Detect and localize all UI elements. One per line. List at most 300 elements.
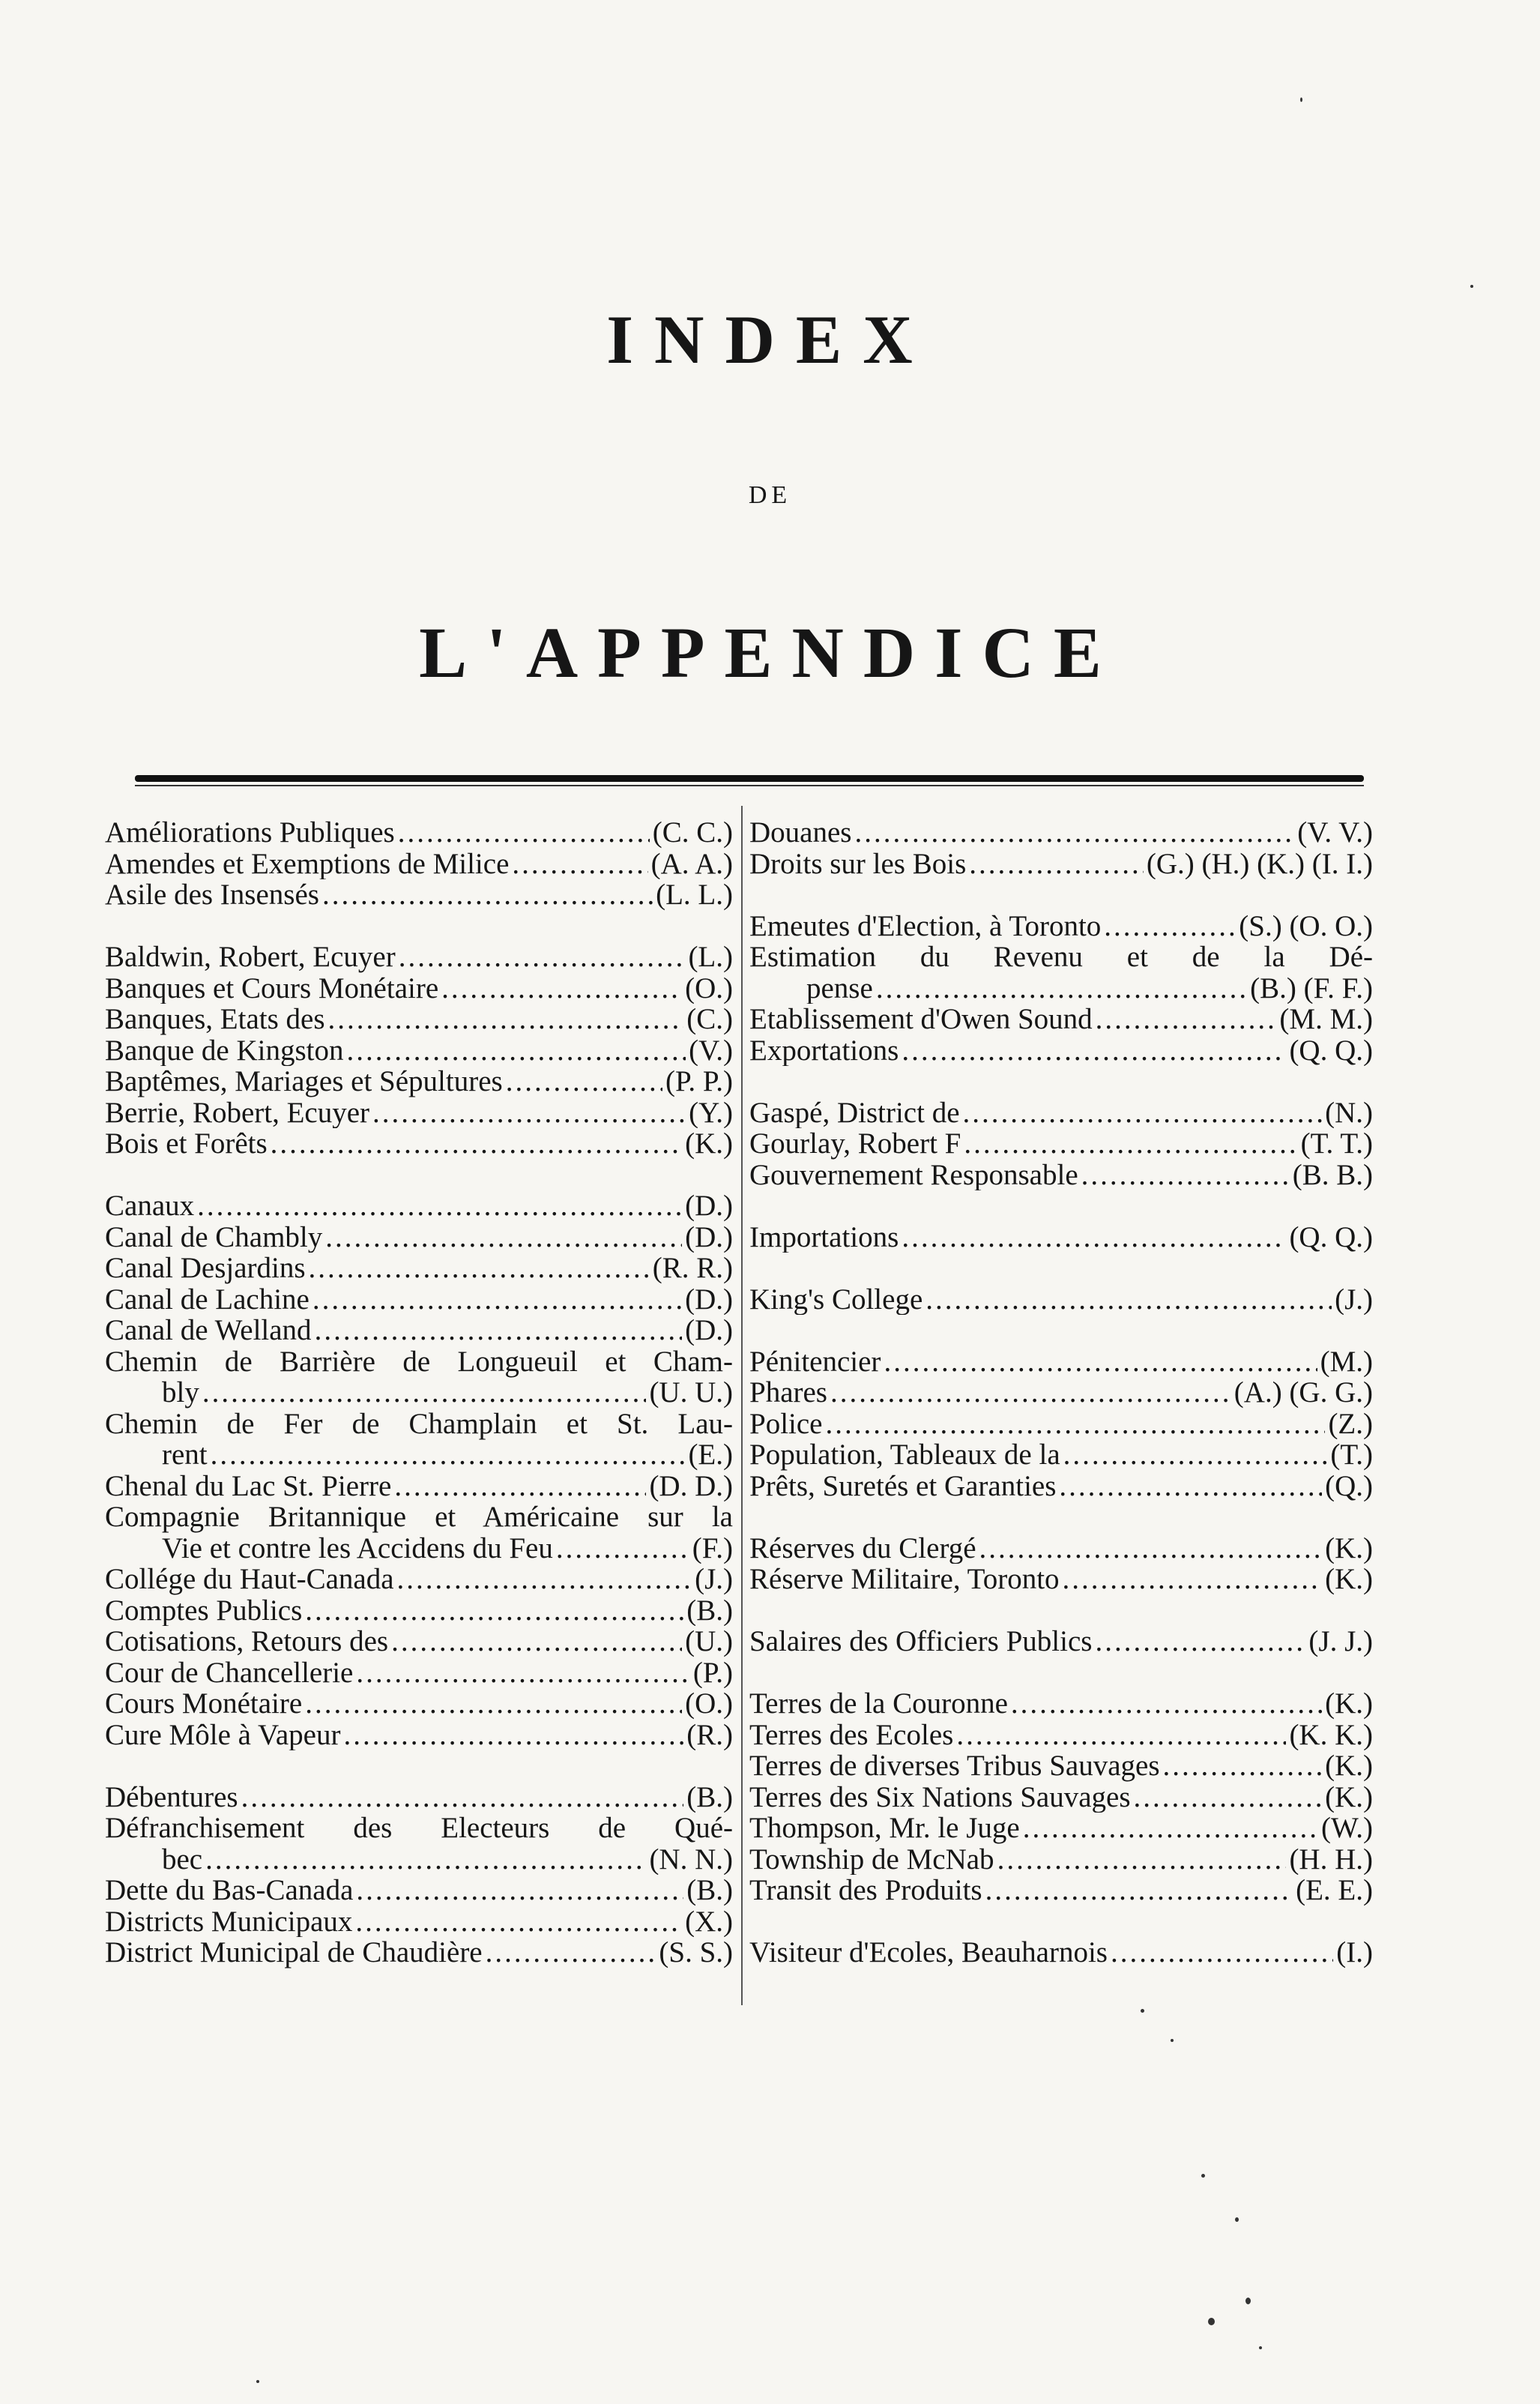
index-entry-label: Police (749, 1408, 823, 1439)
index-entry-ref: (T. T.) (1300, 1128, 1373, 1160)
index-entry-line (105, 1875, 733, 1906)
index-entry-line (749, 911, 1373, 942)
dot-leader (305, 1595, 683, 1627)
dot-leader (398, 817, 650, 849)
column-divider (741, 806, 743, 2005)
index-entry (749, 849, 1373, 880)
index-entry-line (105, 1035, 733, 1067)
index-entry (105, 1906, 733, 1938)
index-entry-label: Visiteur d'Ecoles, Beauharnois (749, 1937, 1108, 1968)
index-entry (749, 1409, 1373, 1440)
index-entry-ref: (P. P.) (665, 1066, 733, 1097)
index-entry (749, 1813, 1373, 1844)
index-entry-line (749, 1471, 1373, 1502)
index-entry-line (105, 1720, 733, 1751)
index-entry-label: Baptêmes, Mariages et Sépultures (105, 1066, 503, 1097)
index-entry-label: Cure Môle à Vapeur (105, 1719, 341, 1750)
index-entry-label: Cour de Chancellerie (105, 1657, 354, 1688)
index-entry-label: Banque de Kingston (105, 1034, 344, 1066)
index-entry-line (105, 1066, 733, 1097)
index-entry-label: Amendes et Exemptions de Milice (105, 848, 510, 879)
index-entry-label: Etablissement d'Owen Sound (749, 1004, 1093, 1035)
index-entry (749, 1937, 1373, 1968)
index-entry-line (749, 1004, 1373, 1035)
index-entry-line (749, 1160, 1373, 1191)
index-entry-line (749, 1688, 1373, 1720)
index-entry-label: Township de McNab (749, 1843, 994, 1875)
page-heading: L'APPENDICE (419, 612, 1121, 693)
scan-speck (256, 2380, 259, 2383)
index-entry-line (105, 1564, 733, 1595)
index-entry (749, 1471, 1373, 1502)
dot-leader (902, 1222, 1286, 1253)
index-entry-line (749, 1937, 1373, 1968)
index-entry-line (105, 1315, 733, 1346)
index-entry-label: Phares (749, 1377, 827, 1409)
page-subtitle: DE (748, 481, 792, 509)
index-section-gap (749, 1501, 1373, 1533)
index-entry-label: Exportations (749, 1034, 899, 1066)
dot-leader (397, 1564, 692, 1595)
index-entry-label: Droits sur les Bois (749, 848, 967, 879)
dot-leader (925, 1284, 1332, 1316)
dot-leader (271, 1128, 682, 1160)
index-entry-label: Réserve Militaire, Toronto (749, 1564, 1060, 1595)
index-entry (105, 1004, 733, 1035)
index-entry-line (105, 1128, 733, 1160)
dot-leader (394, 1471, 646, 1502)
index-column-right (749, 817, 1373, 1968)
index-entry-line (749, 1409, 1373, 1440)
index-entry-ref: (D.) (685, 1315, 733, 1346)
index-entry-ref: (J.) (1335, 1283, 1373, 1315)
dot-leader (312, 1284, 682, 1316)
index-entry-label: Gaspé, District de (749, 1097, 960, 1128)
index-entry-line (749, 1035, 1373, 1067)
dot-leader (356, 1875, 683, 1906)
index-entry-ref: (D.) (685, 1283, 733, 1315)
dot-leader (1134, 1782, 1323, 1813)
index-entry-ref: (Q. Q.) (1289, 1034, 1373, 1066)
index-entry-ref: (K.) (1325, 1532, 1373, 1564)
index-entry (105, 1782, 733, 1813)
index-entry-ref: (O.) (685, 972, 733, 1004)
index-entry (749, 1750, 1373, 1782)
index-entry-label: Réserves du Clergé (749, 1532, 976, 1564)
index-entry-line (105, 1595, 733, 1627)
index-entry-line (749, 1844, 1373, 1876)
index-entry-line (749, 1720, 1373, 1751)
index-entry-ref: (S.) (O. O.) (1239, 910, 1373, 942)
index-entry (105, 1626, 733, 1657)
index-entry (749, 1439, 1373, 1471)
index-entry (749, 817, 1373, 849)
index-entry-continuation (105, 1844, 733, 1876)
index-entry-label: Cours Monétaire (105, 1688, 303, 1720)
index-entry-label: Districts Municipaux (105, 1906, 353, 1937)
index-entry (105, 849, 733, 880)
index-entry-line (105, 1222, 733, 1253)
dot-leader (876, 973, 1247, 1004)
index-entry-line (749, 1439, 1373, 1471)
index-entry-line (105, 1657, 733, 1689)
index-entry-label: Chemin de Fer de Champlain et St. Lau- (105, 1408, 733, 1440)
index-entry (749, 1035, 1373, 1067)
index-entry-label: Baldwin, Robert, Ecuyer (105, 942, 396, 973)
index-entry-line (105, 942, 733, 973)
dot-leader (825, 1409, 1325, 1440)
index-entry-line (105, 1284, 733, 1316)
index-entry-ref: (M.) (1320, 1346, 1373, 1377)
dot-leader (305, 1688, 682, 1720)
index-entry-label: Terres des Ecoles (749, 1719, 954, 1750)
index-entry-ref: (K.) (685, 1128, 733, 1160)
index-entry-label: Asile des Insensés (105, 879, 319, 911)
index-entry-line (105, 973, 733, 1004)
index-entry (105, 879, 733, 911)
index-entry-line (105, 1782, 733, 1813)
index-entry-ref: (D. D.) (649, 1470, 733, 1501)
index-section-gap (749, 1253, 1373, 1284)
index-entry-label: Canal Desjardins (105, 1253, 306, 1284)
scan-speck (1208, 2318, 1215, 2325)
dot-leader (328, 1004, 684, 1035)
index-entry-line (105, 849, 733, 880)
index-entry-ref: (V. V.) (1297, 817, 1373, 849)
dot-leader (205, 1844, 646, 1876)
scan-speck (1171, 2039, 1174, 2042)
index-entry (749, 1688, 1373, 1720)
dot-leader (356, 1657, 690, 1689)
index-entry (105, 1875, 733, 1906)
index-entry-line (105, 1097, 733, 1129)
scan-speck (1300, 97, 1302, 102)
index-section-gap (105, 1160, 733, 1191)
index-entry-ref: (L.) (688, 942, 733, 973)
index-entry-line (105, 817, 733, 849)
index-entry-line (105, 1190, 733, 1222)
index-entry-line (105, 1253, 733, 1284)
index-entry-ref: (P.) (692, 1657, 733, 1688)
dot-leader (1081, 1160, 1290, 1191)
index-entry-label: Cotisations, Retours des (105, 1626, 389, 1657)
dot-leader (997, 1844, 1287, 1876)
dot-leader (830, 1377, 1231, 1409)
index-entry-continuation (105, 1533, 733, 1564)
index-entry-ref: (R. R.) (652, 1253, 733, 1284)
dot-leader (486, 1937, 656, 1968)
index-entry (105, 1409, 733, 1471)
index-entry (105, 1657, 733, 1689)
index-entry (749, 1284, 1373, 1316)
index-entry-ref: (J.) (695, 1564, 733, 1595)
index-entry-ref: (X.) (685, 1906, 733, 1937)
index-entry (749, 1720, 1373, 1751)
dot-leader (1096, 1004, 1277, 1035)
index-entry-ref: (C.) (686, 1004, 733, 1035)
index-entry-line (105, 1626, 733, 1657)
index-entry-ref: (A. A.) (650, 848, 733, 879)
index-section-gap (749, 879, 1373, 911)
index-section-gap (749, 1595, 1373, 1627)
index-entry (749, 1377, 1373, 1409)
index-entry-label: Importations (749, 1221, 899, 1253)
index-entry (105, 973, 733, 1004)
index-entry-label: Dette du Bas-Canada (105, 1875, 354, 1906)
index-entry-line (105, 1688, 733, 1720)
index-entry-ref: (A.) (G. G.) (1233, 1377, 1373, 1409)
scan-speck (1141, 2009, 1144, 2013)
index-entry-ref: (D.) (685, 1221, 733, 1253)
index-entry-label: Canal de Lachine (105, 1283, 309, 1315)
index-entry (749, 1346, 1373, 1378)
index-entry (749, 1626, 1373, 1657)
index-entry (105, 1813, 733, 1875)
index-entry (105, 1128, 733, 1160)
dot-leader (854, 817, 1294, 849)
dot-leader (1023, 1813, 1318, 1844)
index-entry-label: Terres de diverses Tribus Sauvages (749, 1750, 1160, 1782)
dot-leader (1111, 1937, 1333, 1968)
index-entry-line (749, 817, 1373, 849)
index-entry-label-cont: rent (162, 1439, 208, 1471)
index-entry (105, 1595, 733, 1627)
index-entry-label: Berrie, Robert, Ecuyer (105, 1097, 370, 1128)
dot-leader (956, 1720, 1286, 1751)
index-entry (105, 1035, 733, 1067)
index-entry-line (749, 1097, 1373, 1129)
dot-leader (309, 1253, 650, 1284)
index-entry-line (105, 1937, 733, 1968)
index-section-gap (749, 1906, 1373, 1938)
index-entry-label: Pénitencier (749, 1346, 881, 1377)
index-entry-line (749, 1813, 1373, 1844)
index-entry-ref: (K.) (1325, 1781, 1373, 1813)
dot-leader (979, 1533, 1323, 1564)
index-entry-label: Terres des Six Nations Sauvages (749, 1781, 1131, 1813)
index-entry-label: Canal de Welland (105, 1315, 312, 1346)
index-entry-label: Salaires des Officiers Publics (749, 1626, 1093, 1657)
dot-leader (902, 1035, 1286, 1067)
index-entry-label: Gouvernement Responsable (749, 1159, 1078, 1190)
index-entry-ref: (N.) (1325, 1097, 1373, 1128)
index-entry-ref: (Q. Q.) (1289, 1221, 1373, 1253)
index-entry-line (105, 1471, 733, 1502)
index-entry-line (749, 1346, 1373, 1378)
index-entry-label-cont: pense (806, 971, 873, 1004)
index-entry (749, 1782, 1373, 1813)
index-entry (105, 1937, 733, 1968)
index-entry-ref: (B. B.) (1292, 1159, 1373, 1190)
index-entry-ref: (B.) (F. F.) (1250, 971, 1373, 1004)
scan-speck (1201, 2174, 1205, 2178)
index-entry-ref: (W.) (1321, 1813, 1373, 1844)
index-entry-ref: (R.) (686, 1719, 733, 1750)
index-entry-label: Thompson, Mr. le Juge (749, 1813, 1020, 1844)
scan-speck (1245, 2298, 1251, 2304)
dot-leader (441, 973, 682, 1004)
index-entry-ref: (G.) (H.) (K.) (I. I.) (1146, 848, 1373, 879)
dot-leader (1063, 1564, 1323, 1595)
dot-leader (964, 1128, 1297, 1160)
index-entry-label: Canal de Chambly (105, 1221, 323, 1253)
index-entry-label-cont: Vie et contre les Accidens du Feu (162, 1531, 553, 1564)
index-section-gap (749, 1066, 1373, 1097)
index-entry (105, 1720, 733, 1751)
index-entry (749, 1564, 1373, 1595)
index-entry-ref: (B.) (686, 1781, 733, 1813)
index-entry (105, 817, 733, 849)
index-entry (105, 1315, 733, 1346)
dot-leader (556, 1533, 689, 1564)
scan-speck (1235, 2217, 1239, 2222)
dot-leader (884, 1346, 1317, 1378)
index-entry-ref: (D.) (685, 1190, 733, 1222)
index-entry (105, 1190, 733, 1222)
dot-leader (399, 942, 686, 973)
page-title: INDEX (606, 301, 934, 378)
index-entry (749, 1097, 1373, 1129)
index-section-gap (105, 1750, 733, 1782)
index-entry-label: King's College (749, 1283, 923, 1315)
dot-leader (325, 1222, 682, 1253)
index-entry-ref: (O.) (685, 1688, 733, 1720)
index-entry-label: Prêts, Suretés et Garanties (749, 1470, 1057, 1501)
index-entry-ref: (C. C.) (652, 817, 733, 849)
index-entry-line (749, 1875, 1373, 1906)
index-section-gap (749, 1190, 1373, 1222)
index-entry-label: Chenal du Lac St. Pierre (105, 1470, 392, 1501)
index-entry-line (105, 1906, 733, 1938)
dot-leader (346, 1035, 686, 1067)
dot-leader (985, 1875, 1293, 1906)
index-entry (749, 1533, 1373, 1564)
index-entry-label: Douanes (749, 817, 852, 849)
index-entry (749, 911, 1373, 942)
index-entry-ref: (B.) (686, 1594, 733, 1626)
index-entry-ref: (E. E.) (1296, 1875, 1373, 1906)
index-entry-label: Transit des Produits (749, 1875, 982, 1906)
index-entry (749, 1875, 1373, 1906)
index-entry-ref: (E.) (688, 1439, 733, 1471)
index-entry (105, 1222, 733, 1253)
index-entry-line (749, 1750, 1373, 1782)
index-entry-line (749, 1564, 1373, 1595)
index-entry-line (749, 1377, 1373, 1409)
index-entry (105, 1253, 733, 1284)
index-entry-label: Comptes Publics (105, 1594, 303, 1626)
index-entry-ref: (V.) (689, 1034, 733, 1066)
index-entry-label: Population, Tableaux de la (749, 1439, 1060, 1471)
index-entry-ref: (L. L.) (656, 879, 733, 911)
dot-leader (1104, 911, 1236, 942)
index-entry-line (749, 1782, 1373, 1813)
index-entry-line (105, 1004, 733, 1035)
index-entry-line (749, 1222, 1373, 1253)
dot-leader (202, 1377, 647, 1409)
index-column-left (105, 817, 733, 1968)
index-entry-ref: (H. H.) (1289, 1843, 1373, 1875)
index-entry-ref: (K.) (1325, 1750, 1373, 1782)
index-entry (749, 942, 1373, 1004)
index-entry-label: Terres de la Couronne (749, 1688, 1008, 1720)
dot-leader (969, 849, 1144, 880)
index-section-gap (749, 1657, 1373, 1689)
index-entry-line (749, 1128, 1373, 1160)
dot-leader (1011, 1688, 1322, 1720)
dot-leader (963, 1097, 1323, 1129)
index-entry-label: Chemin de Barrière de Longueuil et Cham- (105, 1346, 733, 1378)
index-entry (749, 1222, 1373, 1253)
index-entry-label: Emeutes d'Election, à Toronto (749, 910, 1102, 942)
index-entry-label: Banques, Etats des (105, 1004, 325, 1035)
index-entry-line (749, 849, 1373, 880)
dot-leader (211, 1439, 686, 1471)
index-entry (105, 1564, 733, 1595)
index-entry-label: Défranchisement des Electeurs de Qué- (105, 1813, 733, 1844)
index-entry-ref: (B.) (686, 1875, 733, 1906)
index-entry-label-cont: bec (162, 1843, 203, 1875)
index-entry-label: Débentures (105, 1781, 238, 1813)
dot-leader (1163, 1750, 1323, 1782)
index-entry-line (749, 1284, 1373, 1316)
index-entry-continuation (105, 1439, 733, 1471)
scan-speck (1259, 2346, 1262, 2349)
dot-leader (391, 1626, 682, 1657)
index-entry (749, 1160, 1373, 1191)
index-entry-label: Canaux (105, 1190, 195, 1222)
index-entry (105, 1501, 733, 1564)
index-entry-line (105, 879, 733, 911)
index-entry-ref: (K.) (1325, 1688, 1373, 1720)
index-entry (749, 1128, 1373, 1160)
index-entry (105, 1284, 733, 1316)
index-entry (105, 1066, 733, 1097)
index-entry-label: Améliorations Publiques (105, 817, 395, 849)
index-entry-label: Compagnie Britannique et Américaine sur la (105, 1501, 733, 1533)
index-entry-ref: (F.) (692, 1531, 733, 1564)
index-entry-ref: (K. K.) (1289, 1719, 1373, 1750)
dot-leader (241, 1782, 684, 1813)
dot-leader (315, 1315, 683, 1346)
index-entry-label: Gourlay, Robert F (749, 1128, 961, 1160)
index-entry-ref: (Q.) (1325, 1470, 1373, 1501)
index-entry-ref: (T.) (1330, 1439, 1373, 1471)
index-entry (105, 1471, 733, 1502)
index-entry (105, 1688, 733, 1720)
top-rule-thin (135, 785, 1364, 786)
dot-leader (343, 1720, 683, 1751)
top-rule-thick (135, 775, 1364, 782)
dot-leader (1095, 1626, 1305, 1657)
index-section-gap (105, 911, 733, 942)
index-entry-ref: (Z.) (1328, 1408, 1373, 1439)
index-entry-continuation (105, 1377, 733, 1409)
index-entry-ref: (N. N.) (649, 1843, 733, 1875)
dot-leader (197, 1190, 682, 1222)
index-entry-label: Estimation du Revenu et de la Dé- (749, 942, 1373, 973)
dot-leader (506, 1066, 662, 1097)
index-entry-label: District Municipal de Chaudière (105, 1937, 483, 1968)
index-entry-label: Bois et Forêts (105, 1128, 268, 1160)
index-entry-ref: (U.) (685, 1626, 733, 1657)
dot-leader (512, 849, 647, 880)
index-entry-label-cont: bly (162, 1376, 199, 1409)
index-entry-label: Collége du Haut-Canada (105, 1564, 394, 1595)
scan-speck (1470, 285, 1473, 288)
index-entry-ref: (K.) (1325, 1564, 1373, 1595)
index-entry-line (749, 1626, 1373, 1657)
